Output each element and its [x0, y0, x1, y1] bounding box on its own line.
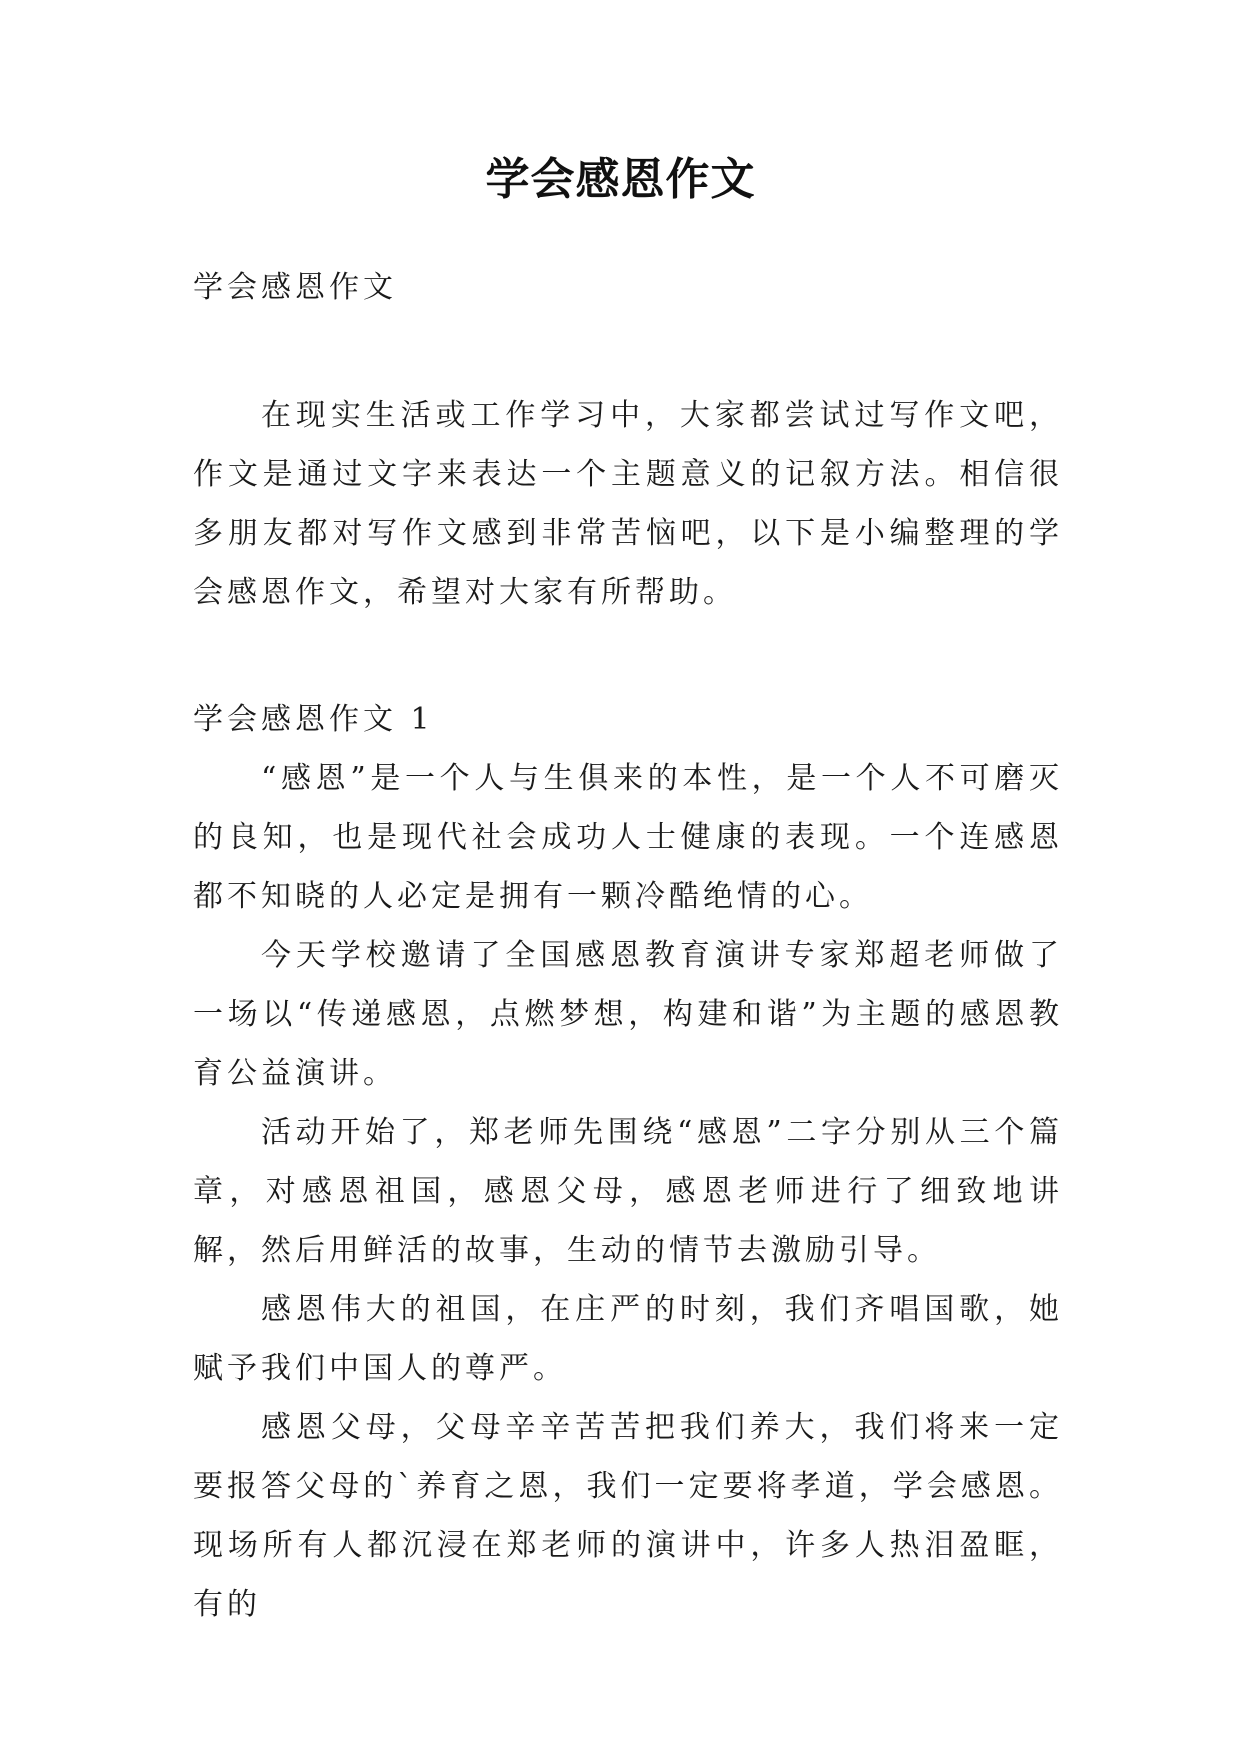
document-title: 学会感恩作文: [485, 154, 756, 205]
body-paragraph: 感恩父母，父母辛辛苦苦把我们养大，我们将来一定要报答父母的`养育之恩，我们一定要将孝道，学会感恩。现场所有人都沉浸在郑老师的演讲中，许多人热泪盈眶，有的: [193, 1410, 1063, 1622]
intro-paragraph: 在现实生活或工作学习中，大家都尝试过写作文吧，作文是通过文字来表达一个主题意义的记叙方法。相信很多朋友都对写作文感到非常苦恼吧，以下是小编整理的学会感恩作文，希望对大家有所帮助。: [193, 398, 1063, 610]
body-paragraph: 感恩伟大的祖国，在庄严的时刻，我们齐唱国歌，她赋予我们中国人的尊严。: [193, 1292, 1063, 1386]
spacer: [193, 317, 1063, 386]
document-subtitle: 学会感恩作文: [193, 270, 397, 305]
spacer: [193, 622, 1063, 690]
document-body: [193, 258, 1063, 1634]
body-paragraph: 活动开始了，郑老师先围绕“感恩”二字分别从三个篇章，对感恩祖国，感恩父母，感恩老师进行了细致地讲解，然后用鲜活的故事，生动的情节去激励引导。: [193, 1115, 1063, 1268]
body-paragraph: “感恩”是一个人与生俱来的本性，是一个人不可磨灭的良知，也是现代社会成功人士健康的表现。一个连感恩都不知晓的人必定是拥有一颗冷酷绝情的心。: [193, 761, 1063, 914]
body-paragraph: 今天学校邀请了全国感恩教育演讲专家郑超老师做了一场以“传递感恩，点燃梦想，构建和谐”为主题的感恩教育公益演讲。: [193, 938, 1063, 1091]
section-heading: 学会感恩作文 1: [193, 702, 434, 737]
